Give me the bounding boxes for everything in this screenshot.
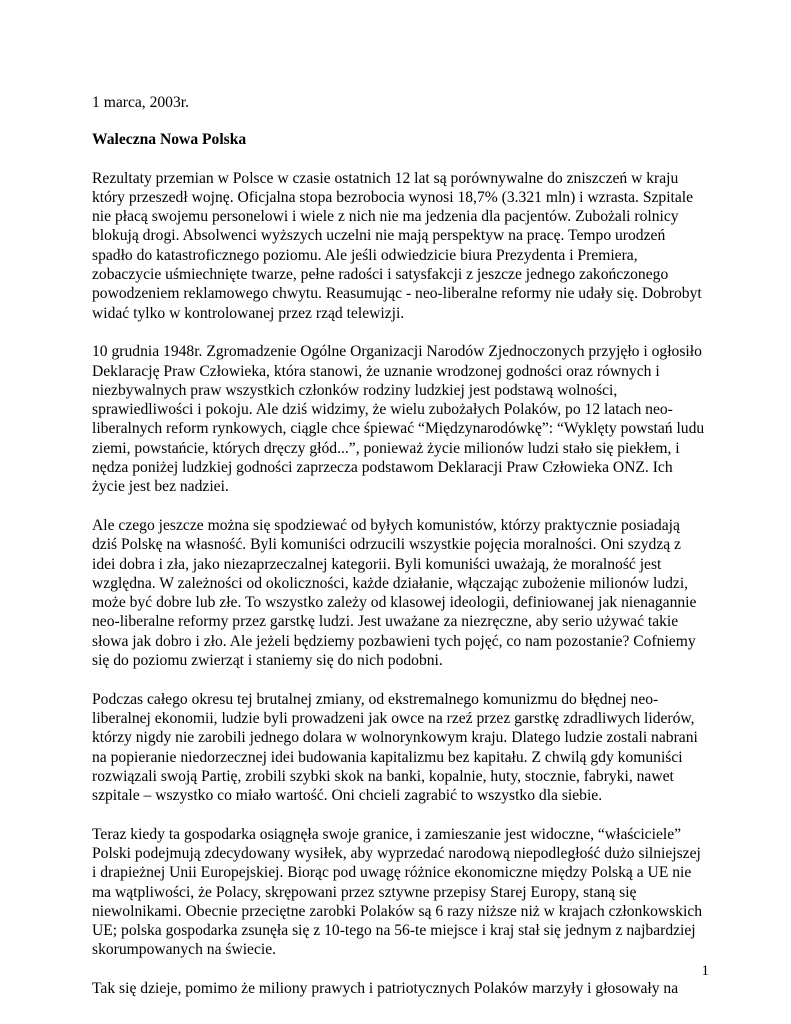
document-date: 1 marca, 2003r. [92, 94, 189, 111]
document-body [92, 93, 708, 1018]
paragraph-5: Teraz kiedy ta gospodarka osiągnęła swoje granice, i zamieszanie jest widoczne, “właściciele” Polski podejmują zdecydowany wysiłek, aby wyprzedać narodową niepodległość dużo silniejszej i drapieżnej Unii Europejskiej. Biorąc pod uwagę różnice ekonomiczne między Polską a UE nie ma wątpliwości, że Polacy, skrępowani przez sztywne przepisy Starej Europy, staną się niewolnikami. Obecnie przeciętne zarobki Polaków są 6 razy niższe niż w krajach członkowskich UE; polska gospodarka zsunęła się z 10-tego na 56-te miejsce i kraj stał się jednym z najbardziej skorumpowanych na świecie. [92, 825, 703, 959]
paragraph-2: 10 grudnia 1948r. Zgromadzenie Ogólne Organizacji Narodów Zjednoczonych przyjęło i ogłosiło Deklarację Praw Człowieka, która stanowi, że uznanie wrodzonej godności oraz równych i niezbywalnych praw wszystkich członków rodziny ludzkiej jest podstawą wolności, sprawiedliwości i pokoju. Ale dziś widzimy, że wielu zubożałych Polaków, po 12 latach neo-liberalnych reform rynkowych, ciągle chce śpiewać “Międzynarodówkę”: “Wyklęty powstań ludu ziemi, powstańcie, których dręczy głód...”, ponieważ życie milionów ludzi stało się piekłem, i nędza poniżej ludzkiej godności zaprzecza podstawom Deklaracji Praw Człowieka ONZ. Ich życie jest bez nadziei. [92, 343, 705, 496]
paragraph-3: Ale czego jeszcze można się spodziewać od byłych komunistów, którzy praktycznie posiadają dziś Polskę na własność. Byli komuniści odrzucili wszystkie pojęcia moralności. Oni szydzą z idei dobra i zła, jako niezaprzeczalnej kategorii. Byli komuniści uważają, że moralność jest względna. W zależności od okoliczności, każde działanie, włączając zubożenie milionów ludzi, może być dobre lub złe. To wszystko zależy od klasowej ideologii, definiowanej jak nienagannie neo-liberalne reformy przez garstkę ludzi. Jest uważane za niezręczne, aby serio używać takie słowa jak dobro i zło. Ale jeżeli będziemy pozbawieni tych pojęć, co nam pozostanie? Cofniemy się do poziomu zwierząt i staniemy się do nich podobni. [92, 516, 697, 670]
paragraph-6: Tak się dzieje, pomimo że miliony prawych i patriotycznych Polaków marzyły i głosowały na [92, 980, 679, 998]
paragraph-4: Podczas całego okresu tej brutalnej zmiany, od ekstremalnego komunizmu do błędnej neo-liberalnej ekonomii, ludzie byli prowadzeni jak owce na rzeź przez garstkę zdradliwych liderów, którzy nigdy nie zarobili jednego dolara w wolnorynkowym kraju. Dlatego ludzie zostali nabrani na popieranie niedorzecznej idei budowania kapitalizmu bez kapitału. Z chwilą gdy komuniści rozwiązali swoją Partię, zrobili szybki skok na banki, kopalnie, huty, stocznie, fabryki, nawet szpitale – wszystko co miało wartość. Oni chcieli zagrabić to wszystko dla siebie. [92, 690, 698, 805]
paragraph-1: Rezultaty przemian w Polsce w czasie ostatnich 12 lat są porównywalne do zniszczeń w kraju który przeszedł wojnę. Oficjalna stopa bezrobocia wynosi 18,7% (3.321 mln) i wzrasta. Szpitale nie płacą swojemu personelowi i wiele z nich nie ma jedzenia dla pacjentów. Zubożali rolnicy blokują drogi. Absolwenci wyższych uczelni nie mają perspektyw na pracę. Tempo urodzeń spadło do katastroficznego poziomu. Ale jeśli odwiedzicie biura Prezydenta i Premiera, zobaczycie uśmiechnięte twarze, pełne radości i satysfakcji z jeszcze jednego zakończonego powodzeniem reklamowego chwytu. Reasumując - neo-liberalne reformy nie udały się. Dobrobyt widać tylko w kontrolowanej przez rząd telewizji. [92, 169, 702, 322]
page-number: 1 [701, 963, 709, 979]
document-title: Waleczna Nowa Polska [92, 131, 247, 149]
